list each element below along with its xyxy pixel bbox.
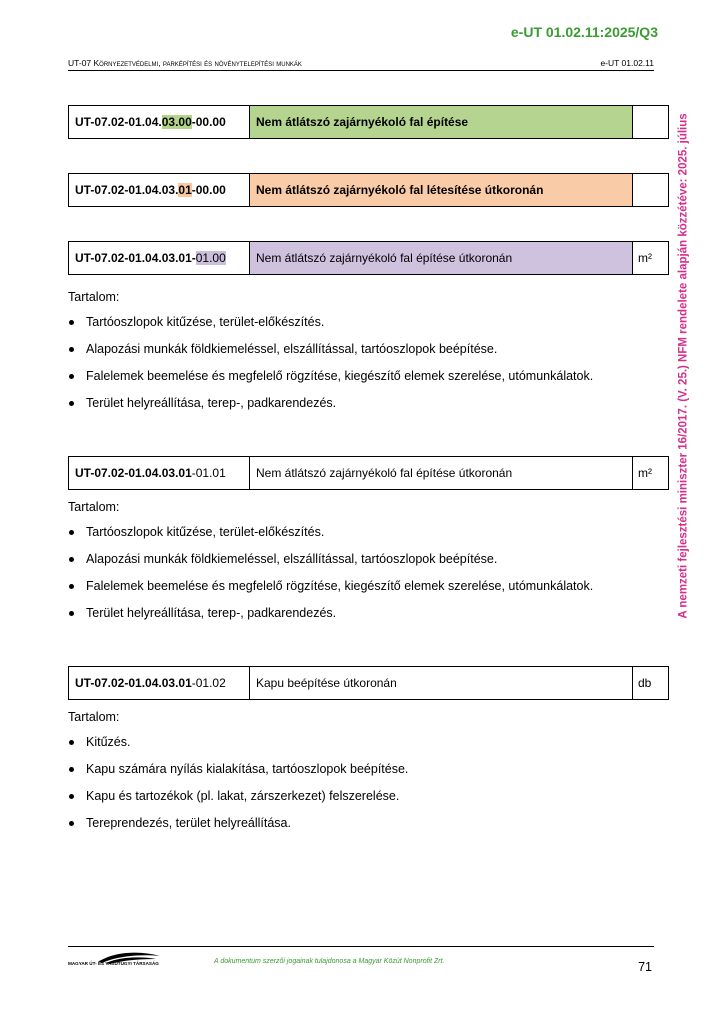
- list-item: Alapozási munkák földkiemeléssel, elszállítással, tartóoszlopok beépítése.: [68, 551, 658, 567]
- list-item: Tartóoszlopok kitűzése, terület-előkészítés.: [68, 314, 658, 330]
- item-unit: [633, 174, 669, 207]
- item-content: [68, 710, 658, 842]
- list-item: Kitűzés.: [68, 734, 658, 750]
- list-item: Alapozási munkák földkiemeléssel, elszállítással, tartóoszlopok beépítése.: [68, 341, 658, 357]
- header-chapter-title: Környezetvédelmi, parképítési és növénytelepítési munkák: [93, 58, 302, 68]
- item-content: [68, 500, 658, 632]
- list-item: Terület helyreállítása, terep-, padkarendezés.: [68, 395, 658, 411]
- list-item: Falelemek beemelése és megfelelő rögzítése, kiegészítő elemek szerelése, utómunkálatok.: [68, 368, 658, 384]
- content-label: Tartalom:: [68, 290, 120, 304]
- content-list: [68, 734, 658, 831]
- document-code: e-UT 01.02.11:2025/Q3: [510, 24, 658, 40]
- item-content: [68, 290, 658, 422]
- company-logo-text: MAGYAR ÚT- ÉS VASÚTÜGYI TÁRSASÁG: [68, 961, 159, 966]
- list-item: Kapu és tartozékok (pl. lakat, zárszerkezet) felszerelése.: [68, 788, 658, 804]
- list-item: Kapu számára nyílás kialakítása, tartóoszlopok beépítése.: [68, 761, 658, 777]
- header-chapter: UT-07 Környezetvédelmi, parképítési és növénytelepítési munkák: [68, 58, 302, 68]
- list-item: Falelemek beemelése és megfelelő rögzítése, kiegészítő elemek szerelése, utómunkálatok.: [68, 578, 658, 594]
- side-publication-note: A nemzeti fejlesztési miniszter 16/2017. (V. 25.) NFM rendelete alapján közzétéve: 2025. július: [678, 113, 691, 619]
- content-label: Tartalom:: [68, 500, 120, 514]
- item-name: Nem átlátszó zajárnyékoló fal létesítése útkoronán: [250, 174, 633, 207]
- page-number: 71: [638, 960, 652, 974]
- page-header: [68, 56, 654, 71]
- content-list: [68, 524, 658, 621]
- item-name: Nem átlátszó zajárnyékoló fal építése: [250, 106, 633, 139]
- item-code: UT-07.02-01.04.03.00-00.00: [69, 106, 250, 139]
- item-table: [68, 666, 669, 700]
- content-label: Tartalom:: [68, 710, 120, 724]
- list-item: Tartóoszlopok kitűzése, terület-előkészítés.: [68, 524, 658, 540]
- item-code: UT-07.02-01.04.03.01-01.02: [69, 667, 250, 700]
- item-table: [68, 241, 669, 275]
- item-unit: m²: [633, 242, 669, 275]
- footer-divider: [68, 946, 654, 947]
- item-name: Nem átlátszó zajárnyékoló fal építése útkoronán: [250, 457, 633, 490]
- list-item: Terület helyreállítása, terep-, padkarendezés.: [68, 605, 658, 621]
- item-unit: db: [633, 667, 669, 700]
- item-name: Nem átlátszó zajárnyékoló fal építése útkoronán: [250, 242, 633, 275]
- item-unit: [633, 106, 669, 139]
- item-code: UT-07.02-01.04.03.01-01.00: [69, 242, 250, 275]
- item-code: UT-07.02-01.04.03.01-00.00: [69, 174, 250, 207]
- header-doc-ref: e-UT 01.02.11: [600, 58, 654, 68]
- item-code: UT-07.02-01.04.03.01-01.01: [69, 457, 250, 490]
- item-table: [68, 105, 669, 139]
- list-item: Tereprendezés, terület helyreállítása.: [68, 815, 658, 831]
- item-unit: m²: [633, 457, 669, 490]
- content-list: [68, 314, 658, 411]
- item-name: Kapu beépítése útkoronán: [250, 667, 633, 700]
- item-table: [68, 173, 669, 207]
- item-table: [68, 456, 669, 490]
- copyright-note: A dokumentum szerzői jogainak tulajdonosa a Magyar Közút Nonprofit Zrt.: [214, 958, 445, 965]
